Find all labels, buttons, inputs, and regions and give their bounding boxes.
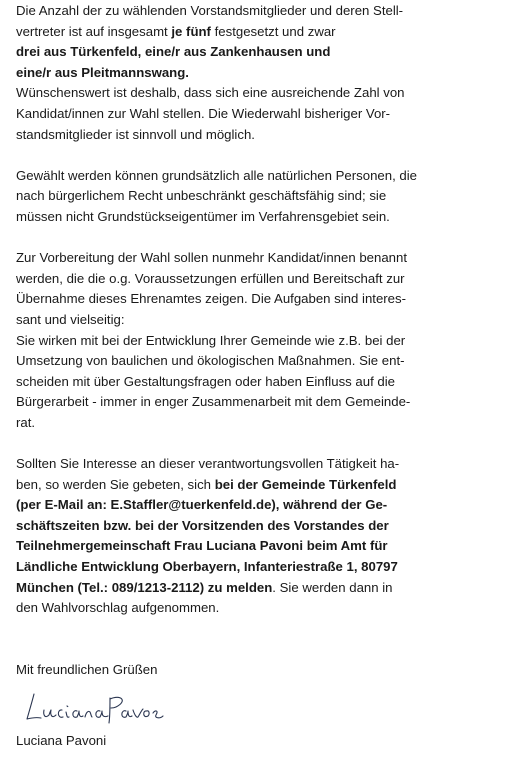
text-line xyxy=(16,22,496,43)
text-line xyxy=(16,248,496,269)
plain-text: festgesetzt und zwar xyxy=(210,23,336,39)
bold-text: drei aus Türkenfeld, eine/r aus Zankenhausen und xyxy=(16,44,331,60)
text-line xyxy=(16,186,496,207)
paragraph-candidates xyxy=(16,248,496,433)
text-line xyxy=(16,598,496,619)
plain-text: Die Anzahl der zu wählenden Vorstandsmitglieder und deren Stell- xyxy=(16,3,404,18)
plain-text: Übernahme dieses Ehrenamtes zeigen. Die Aufgaben sind interes- xyxy=(16,291,406,307)
text-line xyxy=(16,475,496,496)
text-line xyxy=(16,166,496,187)
plain-text: rat. xyxy=(16,414,36,430)
plain-text: werden, die die o.g. Voraussetzungen erfüllen und Bereitschaft zur xyxy=(16,270,405,286)
text-line xyxy=(16,310,496,331)
plain-text: Wünschenswert ist deshalb, dass sich eine ausreichende Zahl von xyxy=(16,85,405,101)
plain-text: vertreter ist auf insgesamt xyxy=(16,23,172,39)
plain-text: ben, so werden Sie gebeten, sich xyxy=(16,476,215,492)
plain-text: Umsetzung von baulichen und ökologischen Maßnahmen. Sie ent- xyxy=(16,353,405,369)
plain-text: Sollten Sie Interesse an dieser verantwortungsvollen Tätigkeit ha- xyxy=(16,456,400,472)
text-line xyxy=(16,351,496,372)
bold-text: je fünf xyxy=(171,23,211,39)
text-line xyxy=(16,372,496,393)
plain-text: Kandidat/innen zur Wahl stellen. Die Wiederwahl bisheriger Vor- xyxy=(16,105,391,121)
text-line xyxy=(16,289,496,310)
closing-greeting: Mit freundlichen Grüßen xyxy=(16,662,158,677)
handwritten-signature xyxy=(22,688,172,728)
bold-text: schäftszeiten bzw. bei der Vorsitzenden des Vorstandes der xyxy=(16,517,389,533)
text-line xyxy=(16,104,496,125)
text-line xyxy=(16,63,496,84)
bold-text: eine/r aus Pleitmannswang. xyxy=(16,64,189,80)
plain-text: . Sie werden dann in xyxy=(272,579,393,595)
plain-text: standsmitglieder ist sinnvoll und möglich. xyxy=(16,126,255,142)
text-line xyxy=(16,454,496,475)
plain-text: müssen nicht Grundstückseigentümer im Verfahrensgebiet sein. xyxy=(16,208,390,224)
text-line xyxy=(16,331,496,352)
text-line xyxy=(16,495,496,516)
bold-text: Ländliche Entwicklung Oberbayern, Infanteriestraße 1, 80797 xyxy=(16,559,398,575)
plain-text: Gewählt werden können grundsätzlich alle natürlichen Personen, die xyxy=(16,167,418,183)
paragraph-eligibility xyxy=(16,166,496,228)
text-line xyxy=(16,578,496,599)
text-line xyxy=(16,207,496,228)
bold-text: München (Tel.: 089/1213-2112) zu melden xyxy=(16,579,273,595)
plain-text: Zur Vorbereitung der Wahl sollen nunmehr Kandidat/innen benannt xyxy=(16,250,407,266)
text-line xyxy=(16,83,496,104)
letter-body xyxy=(16,1,496,619)
plain-text: nach bürgerlichem Recht unbeschränkt geschäftsfähig sind; sie xyxy=(16,188,387,204)
bold-text: Teilnehmergemeinschaft Frau Luciana Pavoni beim Amt für xyxy=(16,538,388,554)
paragraph-board-members xyxy=(16,1,496,145)
signer-name: Luciana Pavoni xyxy=(16,733,107,748)
plain-text: Bürgerarbeit - immer in enger Zusammenarbeit mit dem Gemeinde- xyxy=(16,394,411,410)
text-line xyxy=(16,392,496,413)
bold-text: (per E-Mail an: E.Staffler@tuerkenfeld.de), während der Ge- xyxy=(16,497,388,513)
bold-text: bei der Gemeinde Türkenfeld xyxy=(214,476,397,492)
text-line xyxy=(16,269,496,290)
plain-text: den Wahlvorschlag aufgenommen. xyxy=(16,600,220,616)
plain-text: sant und vielseitig: xyxy=(16,311,125,327)
text-line xyxy=(16,125,496,146)
text-line xyxy=(16,536,496,557)
plain-text: Sie wirken mit bei der Entwicklung Ihrer Gemeinde wie z.B. bei der xyxy=(16,332,406,348)
text-line xyxy=(16,516,496,537)
text-line xyxy=(16,42,496,63)
text-line xyxy=(16,413,496,434)
plain-text: scheiden mit über Gestaltungsfragen oder haben Einfluss auf die xyxy=(16,373,396,389)
paragraph-contact xyxy=(16,454,496,619)
text-line xyxy=(16,1,496,22)
text-line xyxy=(16,557,496,578)
